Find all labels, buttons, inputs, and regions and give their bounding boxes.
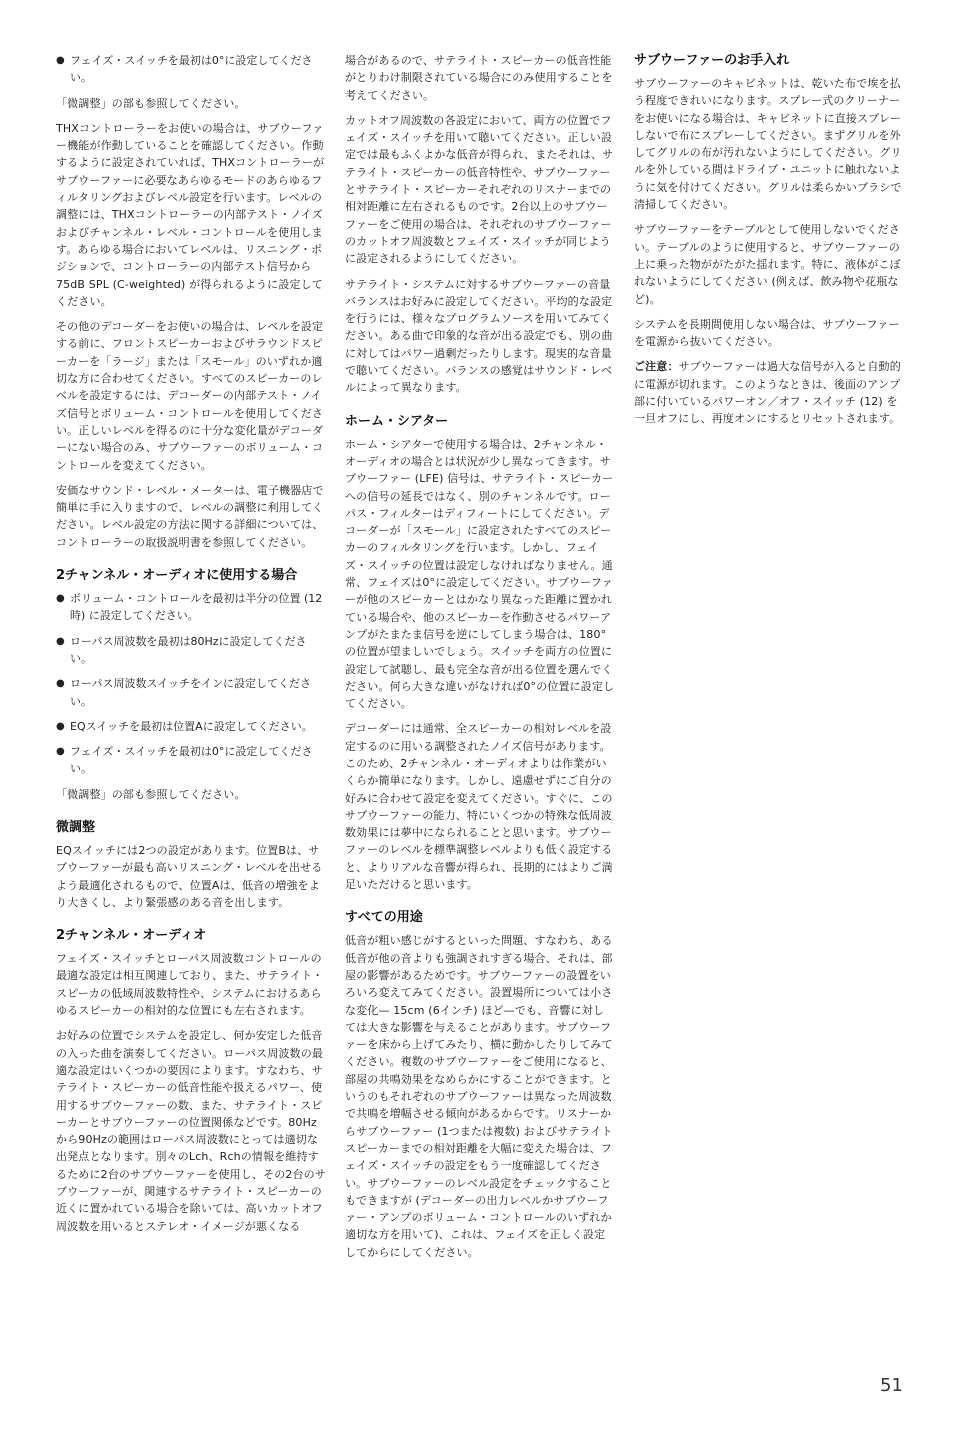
bullet-list bbox=[56, 52, 326, 87]
page-number: 51 bbox=[880, 1375, 903, 1396]
list-item: ● ローパス周波数スイッチをインに設定してください。 bbox=[56, 675, 326, 710]
paragraph: 場合があるので、サテライト・スピーカーの低音性能がとりわけ制限されている場合にのみ使用することを考えてください。 bbox=[345, 54, 613, 102]
section-heading: すべての用途 bbox=[345, 910, 423, 926]
paragraph: ホーム・シアターで使用する場合は、2チャンネル・オーディオの場合とは状況が少し異なってきます。サブウーファー (LFE) 信号は、サテライト・スピーカーへの信号の延長ではなく、別のチャンネルです。ローパス・フィルターはディフィートにしてください。デコーダーが「スモール」に設定されたすべてのスピーカーのフィルタリングを行います。しかし、フェイズ・スイッチの位置は設定しなければなりません。通常、フェイズは0°に設定してください。サブウーファーが他のスピーカーとはかなり異なった距離に置かれている場合や、他のスピーカーを作動させるパワーアンプがたまたま信号を逆にしてしまう場合は、180°の位置が望ましいでしょう。スイッチを両方の位置に設定して試聴し、最も完全な音が出る位置を選んでください。何ら大きな違いがなければ0°の位置に設定してください。 bbox=[345, 437, 615, 711]
section-heading: 微調整 bbox=[56, 819, 96, 835]
caution-label: ご注意： bbox=[634, 360, 679, 374]
paragraph: 安価なサウンド・レベル・メーターは、電子機器店で簡単に手に入りますので、レベルの調整に利用してください。レベル設定の方法に関する詳細については、コントローラーの取扱説明書を参照してください。 bbox=[56, 483, 324, 549]
paragraph: THXコントローラーをお使いの場合は、サブウーファー機能が作動していることを確認してください。作動するように設定されていれば、THXコントローラーがサブウーファーに必要なあらゆるモードのあらゆるフィルタリングおよびレベル設定を行います。レベルの調整には、THXコントローラーの内部テスト・ノイズおよびチャンネル・レベル・コントロールを使用します。あらゆる場合においてレベルは、リスニング・ポジションで、コントローラーの内部テスト信号から75dB SPL (C-weighted) が得られるように設定してください。 bbox=[56, 121, 325, 308]
paragraph: その他のデコーダーをお使いの場合は、レベルを設定する前に、フロントスピーカーおよびサラウンドスピーカーを「ラージ」または「スモール」のいずれか適切な方に合わせてください。すべてのスピーカーのレベルを設定するには、デコーダーの内部テスト・ノイズ信号とボリューム・コントロールを使用してください。正しいレベルを得るのに十分な変化量がデコーダーにない場合のみ、サブウーファーのボリューム・コントロールを変えてください。 bbox=[56, 320, 324, 472]
paragraph: フェイズ・スイッチとローパス周波数コントロールの最適な設定は相互関連しており、また、サテライト・スピーカの低域周波数特性や、システムにおけるあらゆるスピーカーの相対的な位置にも左右されます。 bbox=[56, 952, 324, 1018]
section-heading: 2チャンネル・オーディオに使用する場合 bbox=[56, 568, 298, 584]
paragraph: サブウーファーをテーブルとして使用しないでください。テーブルのように使用すると、サブウーファーの上に乗った物ががたがた揺れます。特に、液体がこぼれないようにしてください (例えば、飲み物や花瓶など)。 bbox=[634, 223, 901, 306]
paragraph: システムを長期間使用しない場合は、サブウーファーを電源から抜いてください。 bbox=[634, 317, 900, 349]
list-item: ● ボリューム・コントロールを最初は半分の位置 (12時) に設定してください。 bbox=[56, 590, 326, 625]
caution-paragraph bbox=[634, 358, 904, 427]
paragraph: 低音が粗い感じがするといった問題、すなわち、ある低音が他の音よりも強調されすぎる場合、それは、部屋の影響があるためです。サブウーファーの設置をいろいろ変えてみてください。設置場所については小さな変化— 15cm (6インチ) ほど—でも、音響に対しては大きな影響を与えることがあります。サブウーファーを床から上げてみたり、横に動かしたりしてみてください。複数のサブウーファーをご使用になると、部屋の共鳴効果をなめらかにすることができます。というのもそれぞれのサブウーファーは異なった周波数で共鳴を増幅させる傾向があるからです。リスナーからサブウーファー (1つまたは複数) およびサテライトスピーカーまでの相対距離を大幅に変えた場合は、フェイズ・スイッチの設定をもう一度確認してください。サブウーファーのレベル設定をチェックすることもできますが (デコーダーの出力レベルかサブウーファー・アンプのボリューム・コントロールのいずれか適切な方を用いて)、これは、フェイズを正しく設定してからにしてください。 bbox=[345, 934, 613, 1259]
paragraph: EQスイッチには2つの設定があります。位置Bは、サブウーファーが最も高いリスニング・レベルを出せるよう最適化されるもので、位置Aは、低音の増強をより大きくし、より緊張感のある音を出します。 bbox=[56, 843, 323, 909]
list-item: ● フェイズ・スイッチを最初は0°に設定してください。 bbox=[56, 743, 326, 778]
caution-text: サブウーファーは過大な信号が入ると自動的に電源が切れます。このようなときは、後面のアンプ部に付いているパワーオン／オフ・スイッチ (12) を一旦オフにし、再度オンにするとリセットされます。 bbox=[634, 360, 901, 426]
column-left bbox=[56, 52, 326, 1243]
paragraph: お好みの位置でシステムを設定し、何か安定した低音の入った曲を演奏してください。ローパス周波数の最適な設定はいくつかの要因によります。すなわち、サテライト・スピーカーの低音性能や扱えるパワー、使用するサブウーファーの数、また、サテライト・スピーカーとサブウーファーの位置関係などです。80Hzから90Hzの範囲はローパス周波数にとっては適切な出発点となります。別々のLch、Rchの情報を維持するために2台のサブウーファーを使用し、その2台のサブウーファーが、関連するサテライト・スピーカーの近くに置かれている場合を除いては、高いカットオフ周波数を用いるとステレオ・イメージが悪くなる bbox=[56, 1029, 326, 1233]
paragraph: カットオフ周波数の各設定において、両方の位置でフェイズ・スイッチを用いて聴いてください。正しい設定では最もふくよかな低音が得られ、またそれは、サテライト・スピーカーの低音特性や、サブウーファーとサテライト・スピーカーそれぞれのリスナーまでの相対距離に左右されるものです。2台以上のサブウーファーをご使用の場合は、それぞれのサブウーファーのカットオフ周波数とフェイズ・スイッチが同じように設定されるようにしてください。 bbox=[345, 113, 614, 266]
paragraph: サブウーファーのキャビネットは、乾いた布で埃を払う程度できれいになります。スプレー式のクリーナーをお使いになる場合は、キャビネットに直接スプレーしないで布にスプレーしてください。まずグリルを外してグリルの布が汚れないようにしてください。グリルを外している間はドライブ・ユニットに触れないように気を付けてください。グリルは柔らかいブラシで清掃してください。 bbox=[634, 77, 902, 212]
list-item: ● ローパス周波数を最初は80Hzに設定してください。 bbox=[56, 633, 326, 668]
list-item: ● EQスイッチを最初は位置Aに設定してください。 bbox=[56, 718, 326, 735]
section-heading: 2チャンネル・オーディオ bbox=[56, 928, 207, 944]
paragraph: デコーダーには通常、全スピーカーの相対レベルを設定するのに用いる調整されたノイズ信号があります。このため、2チャンネル・オーディオよりは作業がいくらか簡単になります。しかし、遠慮せずにご自分の好みに合わせて設定を変えてください。すぐに、このサブウーファーの能力、特にいくつかの特殊な低周波数効果には夢中になられることと思います。サブウーファーのレベルを標準調整レベルよりも低く設定すると、よりリアルな音響が得られ、長期的にはよりご満足いただけると思います。 bbox=[345, 722, 613, 892]
bullet-list bbox=[56, 590, 326, 778]
column-middle bbox=[345, 52, 615, 1269]
section-heading: サブウーファーのお手入れ bbox=[634, 53, 790, 68]
list-item: ● フェイズ・スイッチを最初は0°に設定してください。 bbox=[56, 52, 326, 87]
paragraph: 「微調整」の部も参照してください。 bbox=[56, 787, 246, 801]
paragraph: サテライト・システムに対するサブウーファーの音量バランスはお好みに設定してください。平均的な設定を行うには、様々なプログラムソースを用いてみてください。ある曲で印象的な音が出る設定でも、別の曲に対してはパワー過剰だったりします。現実的な音量で聴いてください。バランスの感覚はサウンド・レベルによって異なります。 bbox=[345, 277, 613, 395]
paragraph: 「微調整」の部も参照してください。 bbox=[56, 96, 246, 110]
section-heading: ホーム・シアター bbox=[345, 413, 449, 429]
column-right bbox=[634, 52, 904, 436]
